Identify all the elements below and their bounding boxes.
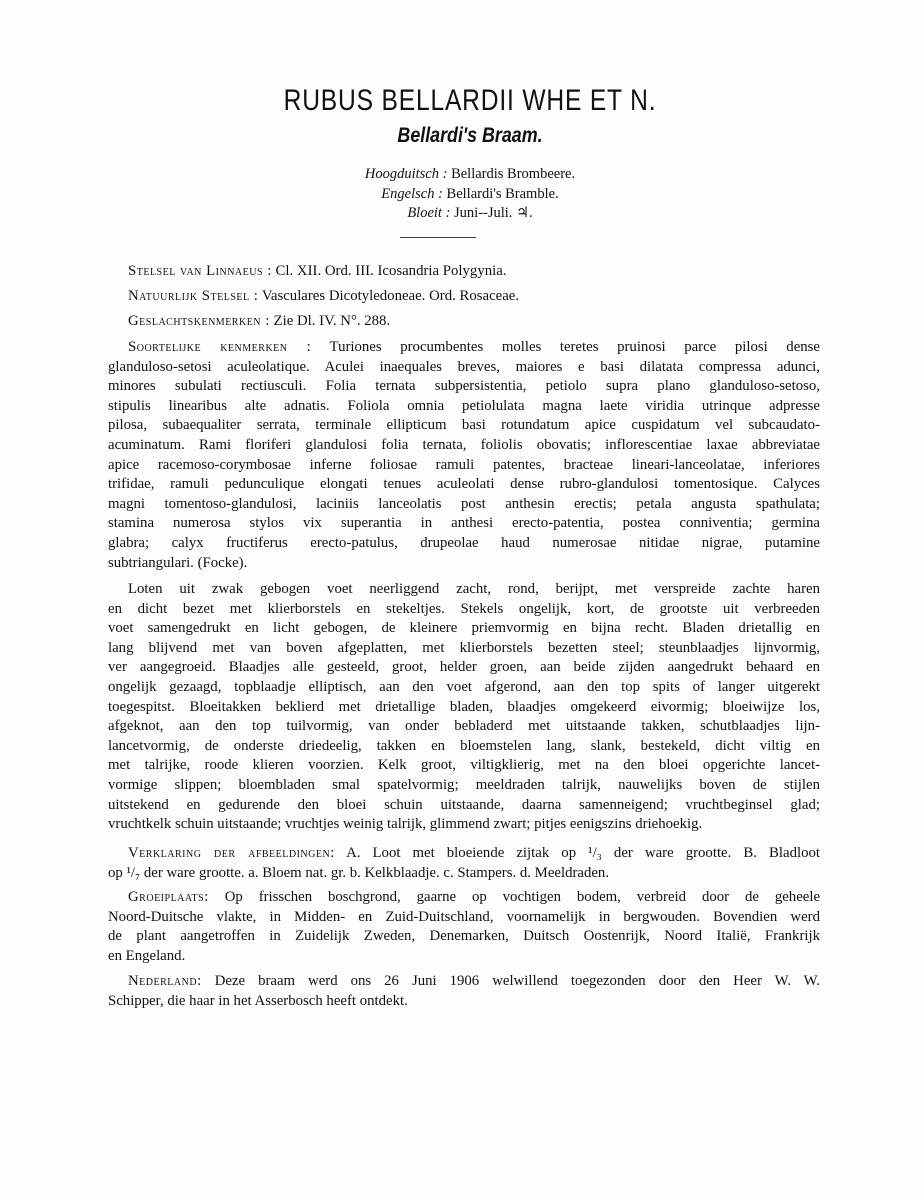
text-line (108, 456, 820, 476)
name-english (0, 186, 924, 203)
line-text: Turiones procumbentes molles teretes pruinosi parce pilosi dense (329, 339, 820, 355)
text-line (108, 619, 820, 639)
system-natural (128, 288, 840, 305)
section-label: Verklaring der afbeeldingen: (128, 845, 335, 861)
text-line (108, 338, 820, 358)
system-genus (128, 313, 840, 330)
text-line (108, 534, 820, 554)
text-line (108, 554, 820, 574)
name-label: Bloeit : (407, 205, 451, 221)
text-line (108, 397, 820, 417)
paragraph-habitat (108, 888, 820, 966)
system-label: Stelsel van Linnaeus : (128, 263, 272, 279)
section-label: Nederland: (128, 973, 202, 989)
text-line (108, 972, 820, 992)
line-text: glabra; calyx fructiferus erecto-patulus, drupeolae haud numerosae nitidae nigrae, putamine (108, 534, 820, 551)
paragraph-figures (108, 844, 820, 883)
text-line (108, 678, 820, 698)
text-line (108, 639, 820, 659)
divider (400, 237, 476, 238)
line-text: apice racemoso-corymbosae inferne foliosae ramuli patentes, bracteae lineari-lanceolatae, inferiores (108, 456, 820, 473)
line-text: Schipper, die haar in het Asserbosch heeft ontdekt. (108, 992, 408, 1009)
line-text: en dicht bezet met klierborstels en stekeltjes. Stekels ongelijk, kort, de grootste uit verbreeden (108, 600, 820, 617)
page-title: RUBUS BELLARDII WHE ET N. (283, 84, 657, 117)
line-text: uitstekend en gedurende den bloei schuin uitstaande, daarna samenneigend; vruchtbeginsel glad; (108, 796, 820, 813)
line-text: subtriangulari. (Focke). (108, 554, 248, 571)
line-text: glanduloso-setosi aculeolatique. Aculei inaequales breves, maiores e basi dilatata compressa adunci, (108, 358, 820, 375)
line-text: A. Loot met bloeiende zijtak op ¹/₃ der ware grootte. B. Bladloot (346, 845, 820, 861)
system-value: Cl. XII. Ord. III. Icosandria Polygynia. (275, 263, 507, 279)
line-text: Deze braam werd ons 26 Juni 1906 welwillend toegezonden door den Heer W. W. (214, 973, 820, 989)
text-line (108, 776, 820, 796)
text-line (108, 377, 820, 397)
page-subtitle: Bellardi's Braam. (397, 124, 543, 147)
line-text: lang blijvend met van boven afgeplatten, met klierborstels bezetten steel; steunblaadjes lijnvormig, (108, 639, 820, 656)
line-text: toegespitst. Bloeitakken beklierd met drietallige bladen, blaadjes omgekeerd eivormig; bloeiwijze los, (108, 698, 820, 715)
line-text: pilosa, subaequaliter serrata, terminale ellipticum basi rotundatum apice cuspidatum vel subcaudato- (108, 417, 820, 434)
text-line (108, 992, 820, 1012)
text-line (108, 358, 820, 378)
text-line (108, 947, 820, 967)
line-text: en Engeland. (108, 947, 186, 964)
line-text: magni tomentoso-glandulosi, laciniis lanceolatis post anthesin erectis; petala angusta spathulata; (108, 495, 820, 512)
line-text: trifidae, ramuli pedunculique elongati tenues aculeolati dense rubro-glandulosi tomentosique. Calyces (108, 476, 820, 493)
system-label: Geslachtskenmerken : (128, 313, 270, 329)
system-linnaeus (128, 263, 840, 280)
section-label: Groeiplaats: (128, 889, 209, 905)
system-value: Vasculares Dicotyledoneae. Ord. Rosaceae. (261, 288, 520, 304)
text-line (108, 864, 820, 884)
name-label: Engelsch : (381, 186, 443, 202)
flowering-period (0, 205, 924, 222)
line-text: stamina numerosa stylos vix superantia in anthesi erecto-patentia, postea conniventia; germina (108, 515, 820, 532)
text-line (108, 600, 820, 620)
line-text: Op frisschen boschgrond, gaarne op vochtigen bodem, verbreid door de geheele (224, 889, 821, 905)
system-value: Zie Dl. IV. N°. 288. (273, 313, 391, 329)
text-line (108, 908, 820, 928)
line-text: op ¹/₇ der ware grootte. a. Bloem nat. gr. b. Kelkblaadje. c. Stampers. d. Meeldraden. (108, 864, 610, 881)
paragraph-species-latin (108, 338, 820, 573)
text-line (108, 495, 820, 515)
line-text: ver aangegroeid. Blaadjes alle gesteeld, groot, helder groen, aan beide zijden aangedrukt behaard en (108, 659, 820, 676)
name-value: Juni--Juli. ♃. (454, 205, 533, 221)
text-line (108, 475, 820, 495)
text-line (108, 514, 820, 534)
text-line (108, 888, 820, 908)
section-label: Soortelijke kenmerken : (128, 339, 312, 355)
line-text: vormige slippen; bloembladen smal spatelvormig; meeldraden talrijk, nauwelijks boven de stijlen (108, 776, 820, 793)
text-line (108, 927, 820, 947)
text-line (108, 844, 820, 864)
line-text: vruchtkelk schuin uitstaande; vruchtjes weinig talrijk, glimmend zwart; pitjes eenigszins driehoekig. (108, 816, 703, 833)
system-label: Natuurlijk Stelsel : (128, 288, 259, 304)
name-label: Hoogduitsch : (364, 166, 448, 182)
line-text: acuminatum. Rami floriferi glandulosi folia ternata, foliolis obovatis; inflorescentiae laxae abbreviatae (108, 436, 820, 453)
text-line (108, 580, 820, 600)
text-line (108, 658, 820, 678)
name-value: Bellardi's Bramble. (446, 186, 559, 202)
line-text: de plant aangetroffen in Zuidelijk Zweden, Denemarken, Duitsch Oostenrijk, Noord Italië, Frankrijk (108, 928, 820, 945)
line-text: voet samengedrukt en licht gebogen, de kleinere priemvormig en bijna recht. Bladen drietallig en (108, 620, 820, 637)
line-text: Noord-Duitsche vlakte, in Midden- en Zuid-Duitschland, voornamelijk in bergwouden. Bovendien werd (108, 908, 820, 925)
text-line (108, 717, 820, 737)
line-text: lancetvormig, de onderste driedeelig, takken en bloemstelen lang, slank, bestekeld, dicht viltig en (108, 737, 820, 754)
paragraph-netherlands (108, 972, 820, 1011)
line-text: stipulis linearibus alte adnatis. Foliola omnia petiolulata magna laete viridia utrinque adpresse (108, 397, 820, 414)
line-text: Loten uit zwak gebogen voet neerliggend zacht, rond, berijpt, met verspreide zachte haren (128, 581, 820, 597)
name-value: Bellardis Brombeere. (451, 166, 576, 182)
text-line (108, 815, 820, 835)
paragraph-species-dutch (108, 580, 820, 835)
text-line (108, 698, 820, 718)
line-text: met talrijke, roode klieren voorzien. Kelk groot, viltigklierig, met na den bloei opgerichte lancet- (108, 757, 820, 774)
name-german (0, 166, 924, 183)
line-text: afgeknot, aan den top tuilvormig, van onder bebladerd met uitstaande takken, schutblaadjes lijn- (108, 718, 820, 735)
text-line (108, 416, 820, 436)
line-text: ongelijk gezaagd, topblaadje elliptisch, aan den voet afgerond, aan den top spits of langer uitgerekt (108, 678, 820, 695)
line-text: minores subulati rectiusculi. Folia ternata subpersistentia, petiolo supra plano glanduloso-setoso, (108, 378, 820, 395)
text-line (108, 737, 820, 757)
text-line (108, 756, 820, 776)
text-line (108, 796, 820, 816)
text-line (108, 436, 820, 456)
